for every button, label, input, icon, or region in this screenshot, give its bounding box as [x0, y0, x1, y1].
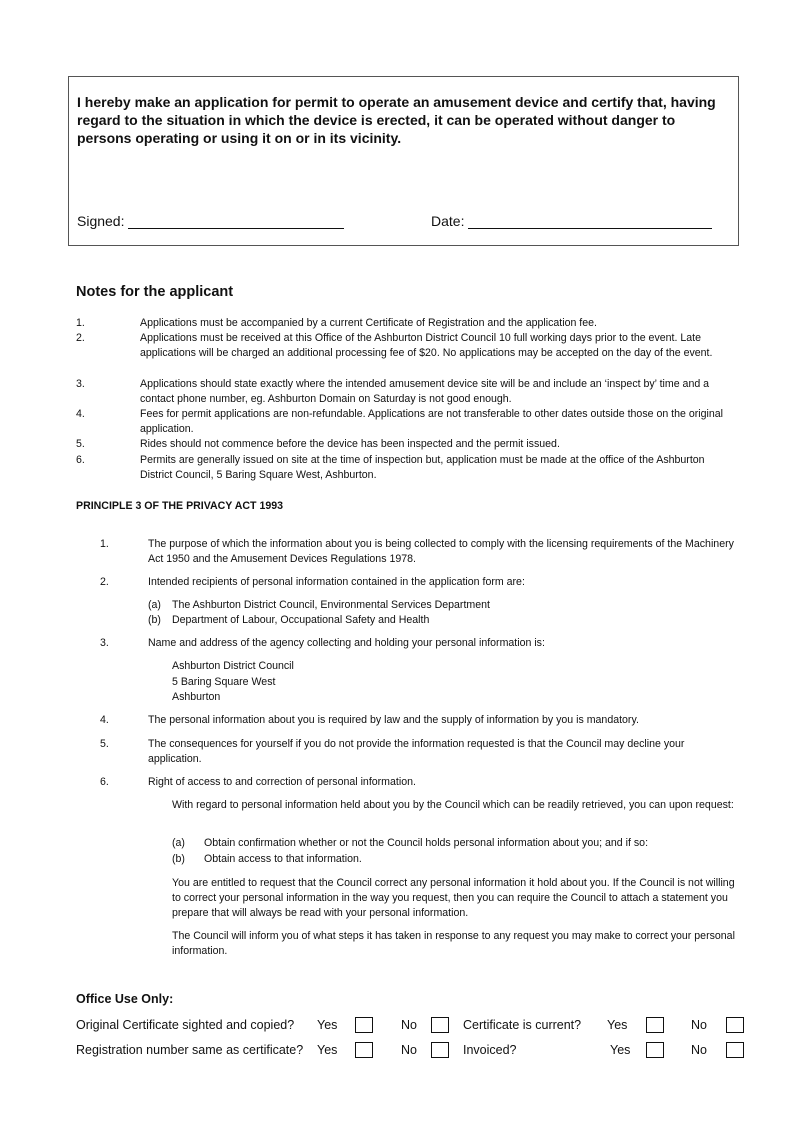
- date-label: Date:: [431, 213, 465, 229]
- privacy-number: 1.: [100, 538, 109, 550]
- privacy-text: Intended recipients of personal information contained in the application form are:: [148, 576, 525, 588]
- privacy-item: [100, 636, 740, 651]
- recipient-item: [148, 598, 490, 613]
- recipient-text: The Ashburton District Council, Environmental Services Department: [172, 599, 490, 611]
- privacy-text: Name and address of the agency collecting and holding your personal information is:: [148, 637, 545, 649]
- inform-paragraph: The Council will inform you of what steps it has taken in response to any request you may make to correct your personal information.: [172, 930, 735, 957]
- recipient-label: (b): [148, 614, 161, 626]
- office-row: [76, 1043, 756, 1063]
- yes-checkbox[interactable]: [646, 1042, 664, 1058]
- privacy-item: [100, 575, 740, 590]
- privacy-number: 6.: [100, 776, 109, 788]
- agency-address: [172, 659, 294, 706]
- note-item: [76, 437, 736, 452]
- access-option: [172, 836, 648, 851]
- note-number: 5.: [76, 438, 85, 450]
- note-number: 2.: [76, 332, 85, 344]
- yes-label: Yes: [610, 1043, 631, 1057]
- address-line: Ashburton: [172, 691, 221, 703]
- office-question: Registration number same as certificate?: [76, 1043, 304, 1057]
- privacy-number: 5.: [100, 738, 109, 750]
- note-number: 3.: [76, 378, 85, 390]
- access-option-label: (b): [172, 853, 185, 865]
- recipient-item: [148, 613, 429, 628]
- office-question: Invoiced?: [463, 1043, 517, 1057]
- privacy-text: Right of access to and correction of personal information.: [148, 776, 416, 788]
- access-option-label: (a): [172, 837, 185, 849]
- date-field[interactable]: [431, 213, 712, 229]
- access-intro: With regard to personal information held about you by the Council which can be readily retrieved, you can upon request:: [172, 799, 734, 811]
- note-item: [76, 453, 736, 483]
- access-option-text: Obtain access to that information.: [204, 853, 362, 865]
- signed-field[interactable]: [77, 213, 344, 229]
- no-checkbox[interactable]: [726, 1042, 744, 1058]
- recipient-text: Department of Labour, Occupational Safety and Health: [172, 614, 430, 626]
- notes-heading: Notes for the applicant: [76, 284, 234, 300]
- note-text: Permits are generally issued on site at the time of inspection but, application must be made at the office of the Ashburton District Council, 5 Baring Square West, Ashburton.: [140, 454, 705, 481]
- privacy-heading: PRINCIPLE 3 OF THE PRIVACY ACT 1993: [76, 500, 284, 512]
- privacy-text: The consequences for yourself if you do not provide the information requested is that the Council may decline your application.: [148, 738, 685, 765]
- privacy-text: The personal information about you is required by law and the supply of information by you is mandatory.: [148, 714, 639, 726]
- signed-label: Signed:: [77, 213, 125, 229]
- no-label: No: [401, 1018, 417, 1032]
- office-question: Certificate is current?: [463, 1018, 582, 1032]
- no-checkbox[interactable]: [431, 1042, 449, 1058]
- privacy-number: 3.: [100, 637, 109, 649]
- privacy-item: [100, 713, 740, 728]
- address-line: Ashburton District Council: [172, 660, 294, 672]
- privacy-item: [100, 775, 740, 790]
- note-text: Applications must be accompanied by a current Certificate of Registration and the application fee.: [140, 317, 597, 329]
- access-option-text: Obtain confirmation whether or not the Council holds personal information about you; and if so:: [204, 837, 649, 849]
- privacy-item: [100, 737, 740, 767]
- note-text: Applications should state exactly where the intended amusement device site will be and include an ‘inspect by’ time and a contact phone number, eg. Ashburton Domain on Saturday is not good enough.: [140, 378, 710, 405]
- declaration-box: [68, 76, 739, 246]
- recipient-label: (a): [148, 599, 161, 611]
- address-line: 5 Baring Square West: [172, 675, 276, 688]
- no-checkbox[interactable]: [431, 1017, 449, 1033]
- office-use-heading: Office Use Only:: [76, 992, 174, 1006]
- yes-checkbox[interactable]: [646, 1017, 664, 1033]
- privacy-number: 2.: [100, 576, 109, 588]
- yes-checkbox[interactable]: [355, 1042, 373, 1058]
- note-text: Rides should not commence before the device has been inspected and the permit issued.: [140, 438, 560, 450]
- note-text: Applications must be received at this Office of the Ashburton District Council 10 full working days prior to the event. Late applications will be charged an additional processing fee of $20. No applications may be accepted on the day of the event.: [140, 332, 713, 359]
- no-label: No: [691, 1043, 707, 1057]
- note-item: [76, 377, 736, 407]
- privacy-item: [100, 537, 740, 567]
- note-item: [76, 331, 736, 361]
- yes-label: Yes: [607, 1018, 628, 1032]
- yes-label: Yes: [317, 1018, 338, 1032]
- privacy-text: The purpose of which the information about you is being collected to comply with the licensing requirements of the Machinery Act 1950 and the Amusement Devices Regulations 1978.: [148, 538, 734, 565]
- note-item: [76, 407, 736, 437]
- signature-line[interactable]: [128, 228, 344, 229]
- office-question: Original Certificate sighted and copied?: [76, 1018, 295, 1032]
- no-label: No: [401, 1043, 417, 1057]
- note-number: 1.: [76, 317, 85, 329]
- declaration-text: I hereby make an application for permit to operate an amusement device and certify that, having regard to the situation in which the device is erected, it can be operated without danger to persons operating or using it on or in its vicinity.: [77, 94, 716, 146]
- office-row: [76, 1018, 756, 1038]
- note-number: 6.: [76, 454, 85, 466]
- yes-label: Yes: [317, 1043, 338, 1057]
- access-option: [172, 852, 362, 867]
- yes-checkbox[interactable]: [355, 1017, 373, 1033]
- privacy-number: 4.: [100, 714, 109, 726]
- note-item: [76, 316, 736, 331]
- no-label: No: [691, 1018, 707, 1032]
- note-number: 4.: [76, 408, 85, 420]
- note-text: Fees for permit applications are non-refundable. Applications are not transferable to other dates outside those on the original application.: [140, 408, 724, 435]
- date-line[interactable]: [468, 228, 712, 229]
- no-checkbox[interactable]: [726, 1017, 744, 1033]
- correction-paragraph: You are entitled to request that the Council correct any personal information it hold about you. If the Council is not willing to correct your personal information in the way you request, then you can require the Council to attach a statement you prepare that will always be read with your personal information.: [172, 877, 735, 919]
